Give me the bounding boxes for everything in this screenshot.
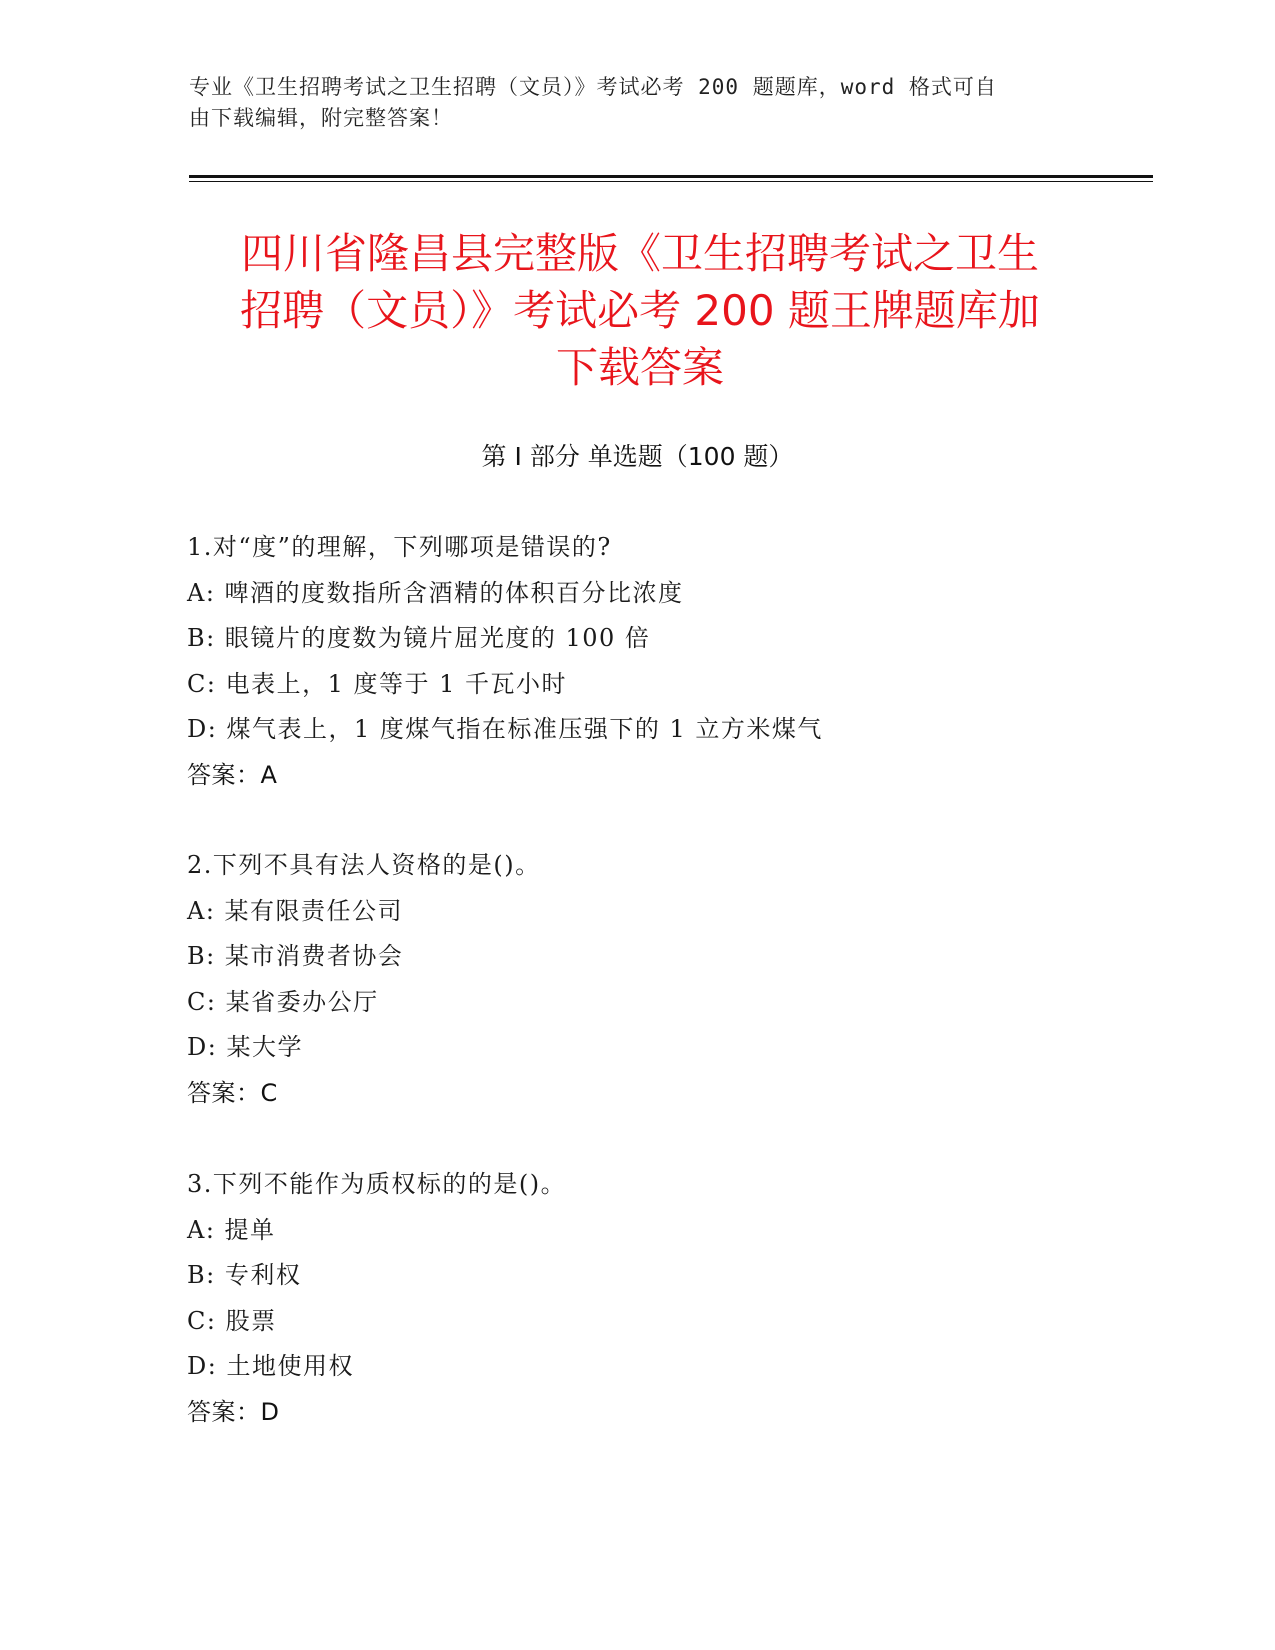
option-d: D: 土地使用权 bbox=[187, 1352, 354, 1380]
question-stem: 2.下列不具有法人资格的是()。 bbox=[187, 851, 541, 879]
intro-text bbox=[189, 72, 1089, 134]
question-item bbox=[187, 525, 1087, 798]
question-item bbox=[187, 1162, 1087, 1435]
option-c: C: 股票 bbox=[187, 1306, 277, 1335]
title-line: 招聘（文员）》考试必考 200 题王牌题库加 bbox=[240, 286, 1040, 335]
option-a: A: 啤酒的度数指所含酒精的体积百分比浓度 bbox=[187, 578, 684, 607]
option-b: B: 专利权 bbox=[187, 1261, 302, 1289]
answer-label: 答案：D bbox=[187, 1397, 280, 1426]
option-d: D: 煤气表上，1 度煤气指在标准压强下的 1 立方米煤气 bbox=[187, 715, 823, 743]
title-line: 四川省隆昌县完整版《卫生招聘考试之卫生 bbox=[240, 229, 1039, 278]
option-b: B: 眼镜片的度数为镜片屈光度的 100 倍 bbox=[187, 624, 651, 652]
question-item bbox=[187, 843, 1087, 1116]
document-title bbox=[160, 225, 1120, 396]
question-stem: 1.对“度”的理解，下列哪项是错误的? bbox=[187, 533, 612, 561]
option-a: A: 提单 bbox=[187, 1215, 276, 1244]
section-heading: 第 I 部分 单选题（100 题） bbox=[481, 442, 794, 471]
option-c: C: 某省委办公厅 bbox=[187, 987, 379, 1016]
answer-label: 答案：C bbox=[187, 1078, 278, 1107]
answer-label: 答案：A bbox=[187, 760, 278, 789]
intro-line: 由下载编辑，附完整答案！ bbox=[189, 106, 453, 130]
title-line: 下载答案 bbox=[555, 343, 724, 392]
option-a: A: 某有限责任公司 bbox=[187, 896, 404, 925]
intro-line: 专业《卫生招聘考试之卫生招聘（文员）》考试必考 200 题题库，word 格式可自 bbox=[189, 75, 997, 99]
option-b: B: 某市消费者协会 bbox=[187, 942, 404, 970]
header-divider-thin bbox=[189, 181, 1153, 182]
option-c: C: 电表上，1 度等于 1 千瓦小时 bbox=[187, 669, 568, 698]
option-d: D: 某大学 bbox=[187, 1033, 303, 1061]
question-stem: 3.下列不能作为质权标的的是()。 bbox=[187, 1170, 567, 1198]
header-divider-thick bbox=[189, 175, 1153, 178]
